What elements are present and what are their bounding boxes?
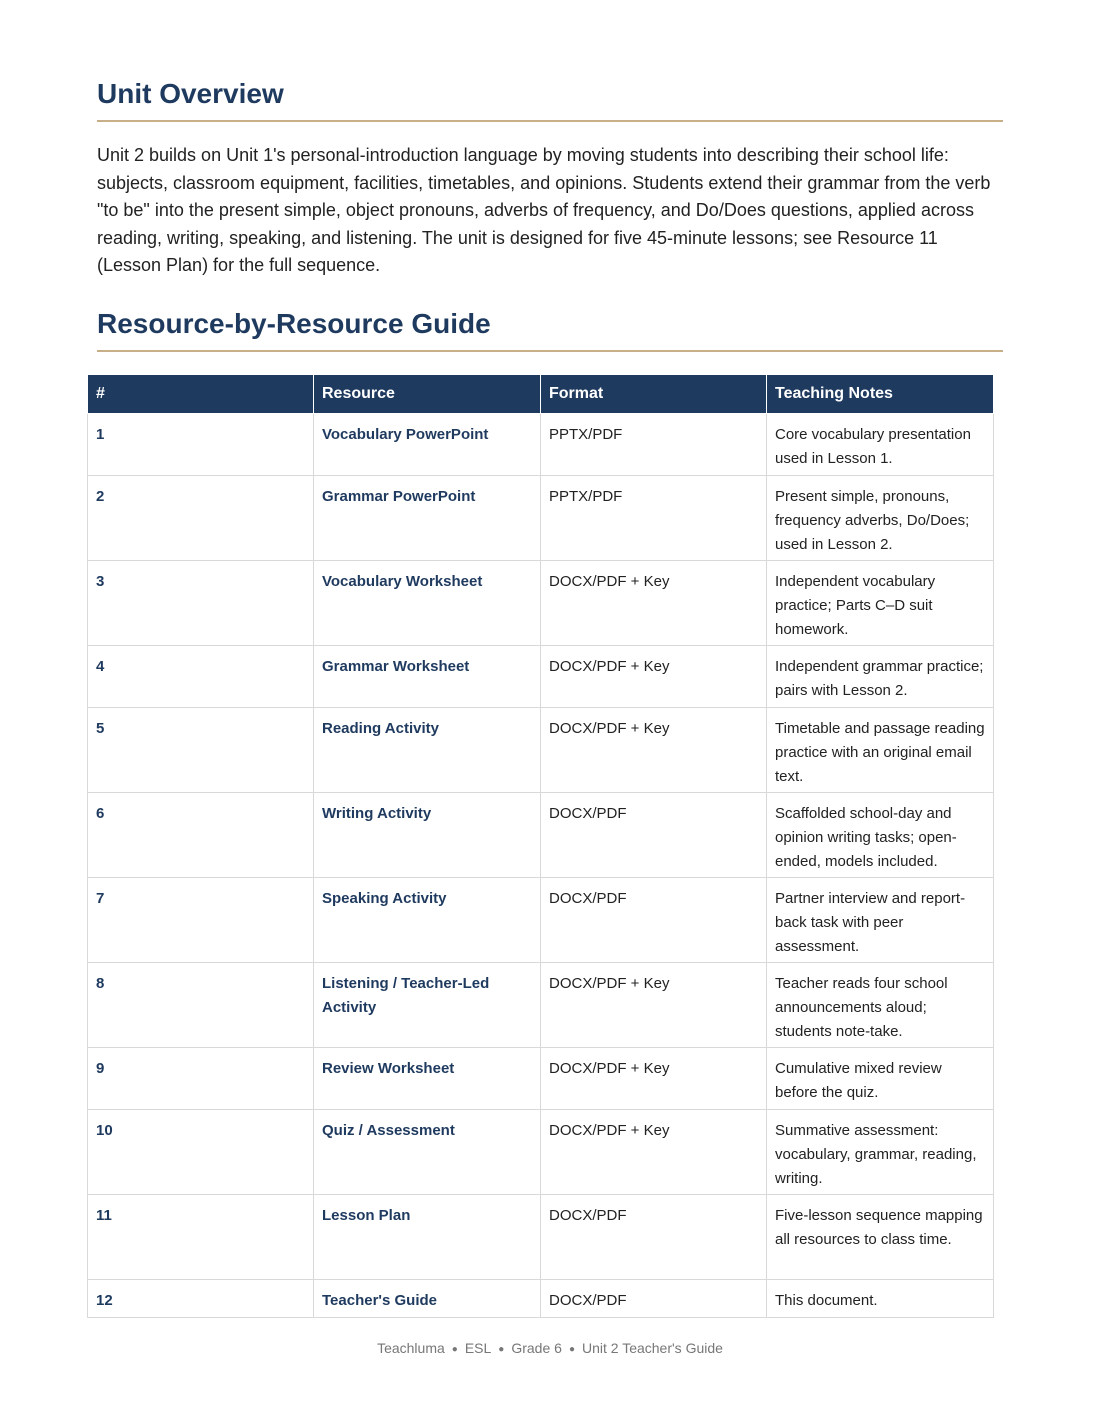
column-header-format: Format <box>541 375 767 414</box>
column-header-number: # <box>88 375 314 414</box>
resource-format: DOCX/PDF + Key <box>541 708 767 793</box>
table-row <box>88 878 994 963</box>
table-row <box>88 963 994 1048</box>
resource-format: DOCX/PDF + Key <box>541 561 767 646</box>
row-number: 6 <box>88 793 314 878</box>
resource-format: DOCX/PDF <box>541 793 767 878</box>
teaching-notes: Core vocabulary presentation used in Lesson 1. <box>767 414 994 476</box>
row-number: 7 <box>88 878 314 963</box>
row-number: 8 <box>88 963 314 1048</box>
resource-name: Vocabulary PowerPoint <box>314 414 541 476</box>
row-number: 5 <box>88 708 314 793</box>
footer-separator: ● <box>568 1344 575 1355</box>
table-row <box>88 793 994 878</box>
table-row <box>88 1048 994 1110</box>
table-row <box>88 1110 994 1195</box>
row-number: 12 <box>88 1280 314 1318</box>
resource-name: Writing Activity <box>314 793 541 878</box>
table-row <box>88 708 994 793</box>
resource-format: DOCX/PDF + Key <box>541 1048 767 1110</box>
resource-format: DOCX/PDF + Key <box>541 963 767 1048</box>
teaching-notes: Independent vocabulary practice; Parts C–D suit homework. <box>767 561 994 646</box>
resource-format: DOCX/PDF + Key <box>541 1110 767 1195</box>
resource-name: Review Worksheet <box>314 1048 541 1110</box>
row-number: 9 <box>88 1048 314 1110</box>
footer-grade: Grade 6 <box>511 1340 562 1356</box>
resource-name: Quiz / Assessment <box>314 1110 541 1195</box>
teaching-notes: Independent grammar practice; pairs with Lesson 2. <box>767 646 994 708</box>
footer-separator: ● <box>451 1344 458 1355</box>
resource-table <box>87 374 994 1318</box>
resource-name: Lesson Plan <box>314 1195 541 1280</box>
table-row <box>88 646 994 708</box>
table-row <box>88 1280 994 1318</box>
resource-name: Speaking Activity <box>314 878 541 963</box>
teaching-notes: Timetable and passage reading practice with an original email text. <box>767 708 994 793</box>
resource-guide-heading: Resource-by-Resource Guide <box>97 308 1003 352</box>
unit-overview-paragraph: Unit 2 builds on Unit 1's personal-introduction language by moving students into describing their school life: subjects, classroom equipment, facilities, timetables, and opinions. Students extend their grammar from the verb "to be" into the present simple, object pronouns, adverbs of frequency, and Do/Does questions, applied across reading, writing, speaking, and listening. The unit is designed for five 45-minute lessons; see Resource 11 (Lesson Plan) for the full sequence. <box>97 145 991 276</box>
row-number: 10 <box>88 1110 314 1195</box>
row-number: 2 <box>88 476 314 561</box>
resource-format: PPTX/PDF <box>541 414 767 476</box>
resource-table-body <box>88 414 994 1318</box>
table-header-row <box>88 375 994 414</box>
footer-brand: Teachluma <box>377 1340 445 1356</box>
resource-format: DOCX/PDF <box>541 1280 767 1318</box>
teaching-notes: This document. <box>767 1280 994 1318</box>
resource-format: PPTX/PDF <box>541 476 767 561</box>
teaching-notes: Teacher reads four school announcements aloud; students note-take. <box>767 963 994 1048</box>
teaching-notes: Cumulative mixed review before the quiz. <box>767 1048 994 1110</box>
resource-name: Vocabulary Worksheet <box>314 561 541 646</box>
footer-subject: ESL <box>464 1340 492 1356</box>
row-number: 11 <box>88 1195 314 1280</box>
resource-name: Teacher's Guide <box>314 1280 541 1318</box>
row-number: 3 <box>88 561 314 646</box>
teaching-notes: Partner interview and report-back task with peer assessment. <box>767 878 994 963</box>
row-number: 1 <box>88 414 314 476</box>
resource-format: DOCX/PDF <box>541 878 767 963</box>
resource-name: Grammar Worksheet <box>314 646 541 708</box>
table-row <box>88 1195 994 1280</box>
page-footer <box>0 1340 1100 1356</box>
column-header-resource: Resource <box>314 375 541 414</box>
teaching-notes: Scaffolded school-day and opinion writing tasks; open-ended, models included. <box>767 793 994 878</box>
table-row <box>88 476 994 561</box>
table-row <box>88 414 994 476</box>
resource-format: DOCX/PDF + Key <box>541 646 767 708</box>
column-header-teaching-notes: Teaching Notes <box>767 375 994 414</box>
table-row <box>88 561 994 646</box>
footer-separator: ● <box>498 1344 505 1355</box>
row-number: 4 <box>88 646 314 708</box>
unit-overview-heading: Unit Overview <box>97 78 1003 122</box>
resource-name: Listening / Teacher-Led Activity <box>314 963 541 1048</box>
teaching-notes: Five-lesson sequence mapping all resources to class time. <box>767 1195 994 1280</box>
footer-document-title: Unit 2 Teacher's Guide <box>581 1340 723 1356</box>
resource-name: Grammar PowerPoint <box>314 476 541 561</box>
teaching-notes: Summative assessment: vocabulary, grammar, reading, writing. <box>767 1110 994 1195</box>
teaching-notes: Present simple, pronouns, frequency adverbs, Do/Does; used in Lesson 2. <box>767 476 994 561</box>
resource-name: Reading Activity <box>314 708 541 793</box>
resource-format: DOCX/PDF <box>541 1195 767 1280</box>
